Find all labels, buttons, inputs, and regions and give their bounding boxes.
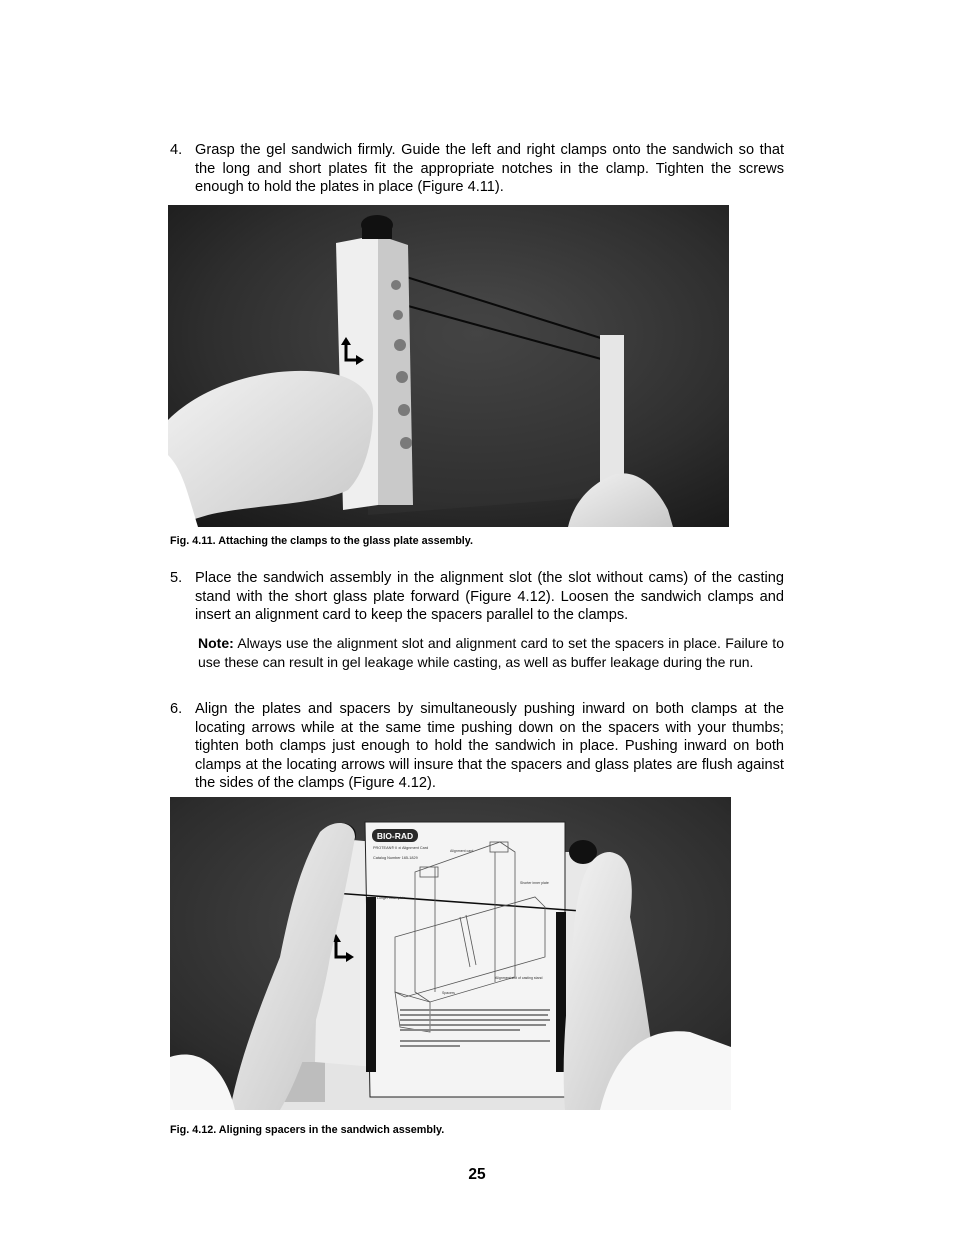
figure-4-11-photo	[168, 205, 729, 527]
figure-4-12-photo	[170, 797, 731, 1110]
step-number: 5.	[170, 570, 183, 586]
figure-4-12-caption: Fig. 4.12. Aligning spacers in the sandwich assembly.	[170, 1124, 445, 1136]
label-alignment-slot: Alignment slot of casting stand	[495, 976, 543, 980]
label-long-plate: Longer outer plate	[377, 896, 406, 900]
step-number: 6.	[170, 701, 183, 717]
note	[198, 634, 784, 671]
card-catalog: Catalog Number 165-1829	[373, 856, 418, 860]
step-5	[170, 569, 784, 625]
step-text: Grasp the gel sandwich firmly. Guide the left and right clamps onto the sandwich so that the long and short plates fit the appropriate notches in the clamp. Tighten the screws enough to hold the plates in place (Figure 4.11).	[195, 142, 784, 196]
figure-4-11-caption: Fig. 4.11. Attaching the clamps to the glass plate assembly.	[170, 535, 474, 547]
label-alignment-card: Alignment card	[450, 849, 474, 853]
step-4	[170, 141, 784, 197]
step-6	[170, 700, 784, 793]
step-text: Align the plates and spacers by simultaneously pushing inward on both clamps at the locating arrows while at the same time pushing down on the spacers with your thumbs; tighten both clamps just enough to hold the sandwich in place. Pushing inward on both clamps at the locating arrows will insure that the spacers and glass plates are flush against the sides of the clamps (Figure 4.12).	[195, 701, 784, 792]
bio-rad-logo: BIO-RAD	[376, 831, 414, 841]
label-short-plate: Shorter inner plate	[520, 881, 549, 885]
note-text: Always use the alignment slot and alignment card to set the spacers in place. Failure to use these can result in gel leakage while casting, as well as buffer leakage during the run.	[198, 635, 784, 670]
step-number: 4.	[170, 142, 183, 158]
note-label: Note:	[198, 635, 234, 651]
label-spacers: Spacers	[442, 991, 455, 995]
step-text: Place the sandwich assembly in the alignment slot (the slot without cams) of the casting stand with the short glass plate forward (Figure 4.12). Loosen the sandwich clamps and insert an alignment card to keep the spacers parallel to the clamps.	[195, 570, 784, 624]
page-number: 25	[468, 1166, 486, 1183]
card-title: PROTEAN® II xi Alignment Card	[373, 846, 429, 850]
